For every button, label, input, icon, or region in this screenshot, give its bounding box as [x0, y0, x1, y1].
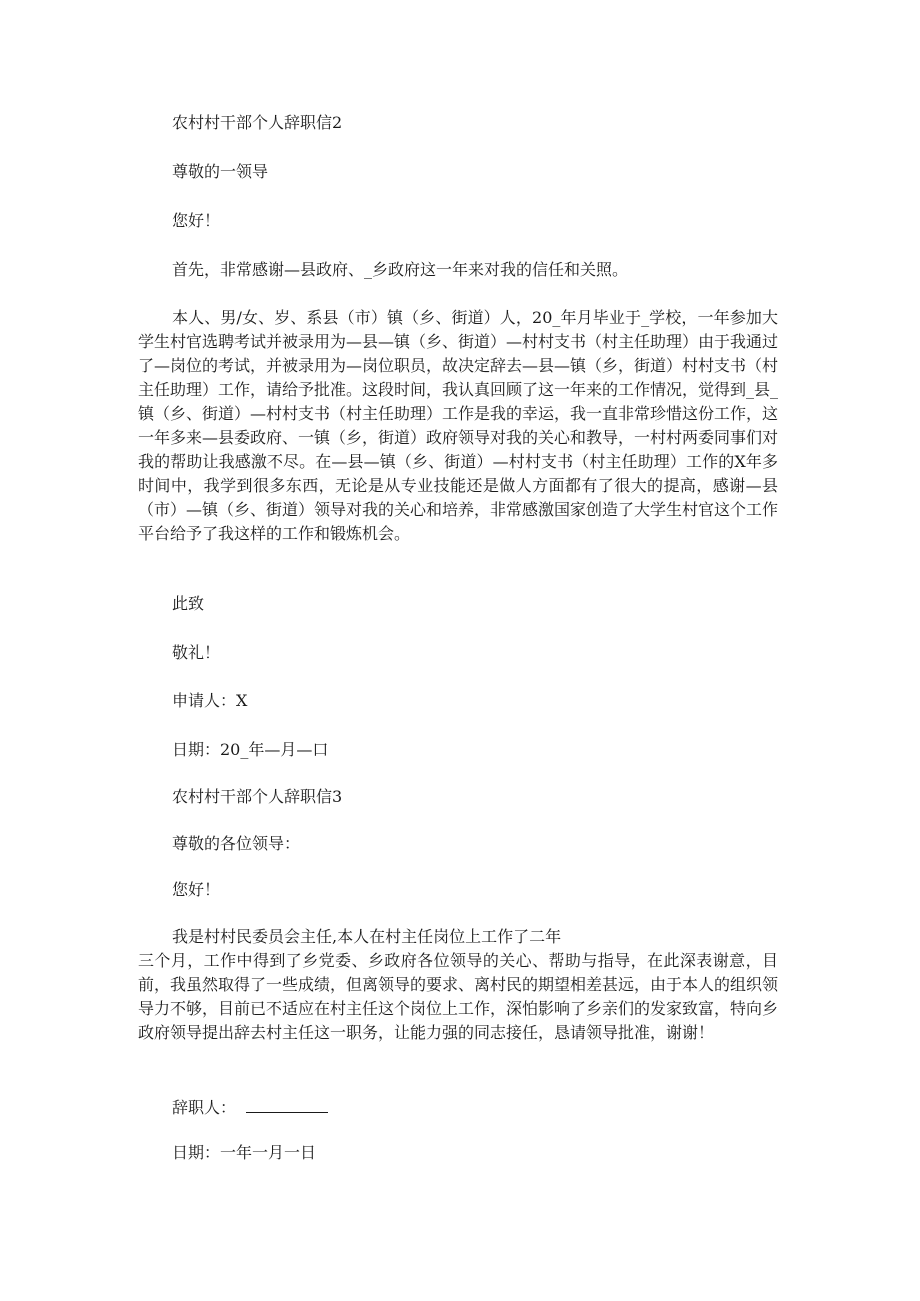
letter3-title: 农村村干部个人辞职信3 [172, 787, 343, 806]
letter3-salutation: 尊敬的各位领导： [172, 834, 301, 853]
letter3-greeting: 您好！ [172, 880, 221, 899]
letter2-title: 农村村干部个人辞职信2 [172, 113, 343, 132]
letter3-resigner [172, 1098, 328, 1118]
letter2-closing-2: 敬礼！ [172, 643, 221, 662]
letter2-salutation: 尊敬的一领导 [172, 162, 269, 181]
letter2-body: 本人、男/女、岁、系县（市）镇（乡、街道）人，20_年月毕业于_学校，一年参加大学生村官选聘考试并被录用为—县—镇（乡、街道）—村村支书（村主任助理）由于我通过了—岗位的考试，并被录用为—岗位职员，故决定辞去—县—镇（乡，街道）村村支书（村主任助理）工作，请给予批准。这段时间，我认真回顾了这一年来的工作情况，觉得到_县_镇（乡、街道）—村村支书（村主任助理）工作是我的幸运，我一直非常珍惜这份工作，这一年多来—县委政府、一镇（乡，街道）政府领导对我的关心和教导，一村村两委同事们对我的帮助让我感激不尽。在—县—镇（乡、街道）—村村支书（村主任助理）工作的X年多时间中，我学到很多东西，无论是从专业技能还是做人方面都有了很大的提高，感谢—县（市）—镇（乡、街道）领导对我的关心和培养，非常感激国家创造了大学生村官这个工作平台给予了我这样的工作和锻炼机会。 [138, 308, 779, 543]
letter3-date: 日期：一年一月一日 [172, 1143, 317, 1162]
letter2-closing-1: 此致 [172, 594, 205, 613]
letter2-date: 日期：20_年—月—口 [172, 740, 329, 759]
letter2-applicant: 申请人：X [172, 691, 248, 710]
resigner-signature-blank [246, 1098, 328, 1113]
resigner-label: 辞职人： [172, 1098, 237, 1117]
letter3-body-first-line: 我是村村民委员会主任,本人在村主任岗位上工作了二年 [172, 927, 562, 946]
letter3-body [138, 925, 778, 1045]
letter2-greeting: 您好！ [172, 211, 221, 230]
letter2-intro: 首先，非常感谢—县政府、_乡政府这一年来对我的信任和关照。 [172, 260, 629, 279]
letter3-body-rest: 三个月，工作中得到了乡党委、乡政府各位领导的关心、帮助与指导，在此深表谢意，目前，我虽然取得了一些成绩，但离领导的要求、离村民的期望相差甚远，由于本人的组织领导力不够，目前已不适应在村主任这个岗位上工作，深怕影响了乡亲们的发家致富，特向乡政府领导提出辞去村主任这一职务，让能力强的同志接任，恳请领导批准，谢谢！ [138, 951, 779, 1042]
